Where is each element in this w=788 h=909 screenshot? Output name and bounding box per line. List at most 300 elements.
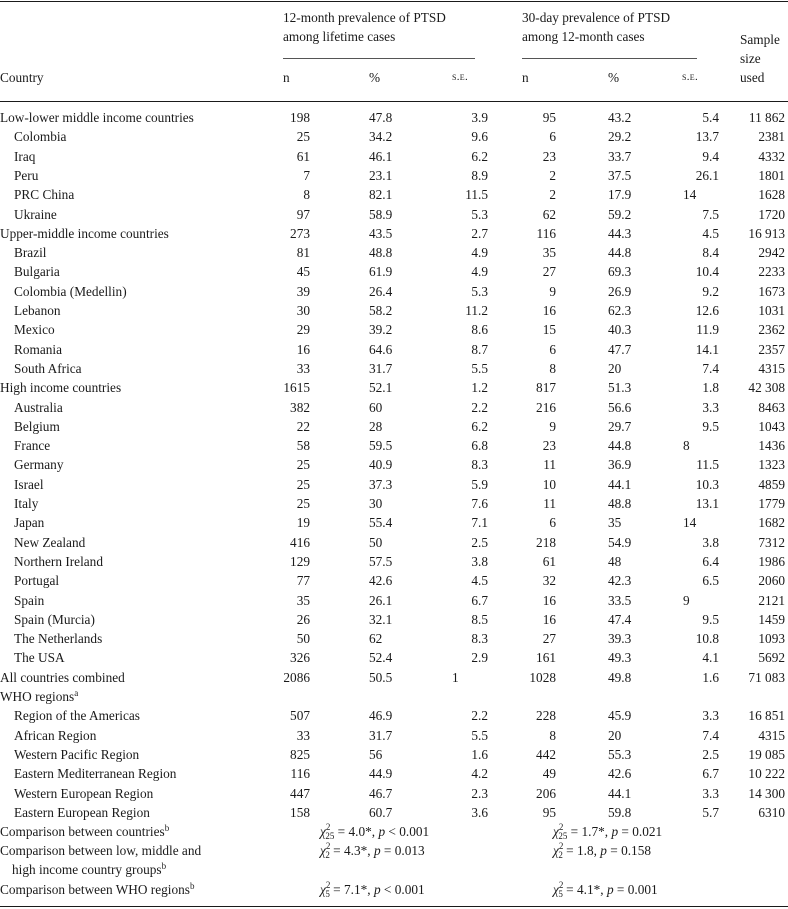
- row-label-text: Colombia (Medellin): [14, 283, 127, 299]
- table-group-row: [0, 108, 788, 127]
- pct-12month-cell: 44.3: [608, 225, 632, 241]
- pct-lifetime-cell: 39.2: [369, 322, 393, 338]
- sample-size-cell: 1673: [758, 283, 785, 299]
- row-label-text: WHO regions: [0, 689, 75, 704]
- pct-12month-cell: 47.4: [608, 611, 632, 627]
- table-row: [0, 494, 788, 513]
- n-12month-cell: 442: [536, 746, 556, 762]
- chi-symbol: χ: [320, 882, 326, 897]
- se-12month-cell: 5.7: [702, 804, 719, 820]
- row-label-text: Lebanon: [14, 303, 61, 318]
- row-label-text: Romania: [14, 341, 63, 357]
- pct-lifetime-cell: 26.1: [369, 592, 393, 608]
- sample-size-cell: 1323: [758, 457, 785, 473]
- sample-size-cell: 8463: [758, 399, 785, 415]
- n-12month-cell: 16: [542, 592, 556, 608]
- sample-header-line1: Sample: [740, 32, 780, 47]
- sample-size-cell: 1043: [758, 418, 785, 434]
- pct-12month-cell: 17.9: [608, 187, 632, 203]
- n-12month-cell: 817: [536, 380, 556, 396]
- row-label-text: Western European Region: [14, 785, 154, 801]
- pct-lifetime-cell: 47.8: [369, 110, 393, 125]
- pct-12month-cell: 42.6: [608, 766, 632, 782]
- se-12month-cell: 14: [683, 515, 697, 531]
- se-lifetime-cell: 8.6: [471, 322, 488, 338]
- pct-lifetime-cell: 61.9: [369, 264, 393, 280]
- pct-12month-cell: 54.9: [608, 534, 632, 550]
- n-lifetime-cell: 35: [296, 592, 310, 608]
- row-label-text: Belgium: [14, 418, 60, 434]
- pct-lifetime-cell: 30: [369, 496, 383, 511]
- row-label-text: Eastern Mediterranean Region: [14, 766, 177, 782]
- table-row: [0, 147, 788, 166]
- pct-lifetime-cell: 26.4: [369, 283, 393, 299]
- row-label: [14, 455, 63, 474]
- sample-size-cell: 1628: [758, 187, 785, 203]
- pct-lifetime-cell: 46.1: [369, 148, 393, 164]
- table-group-row: [0, 378, 788, 397]
- table-row: [0, 571, 788, 590]
- n-lifetime-cell: 198: [290, 110, 310, 125]
- row-label: [14, 533, 85, 552]
- pct-12month-cell: 29.7: [608, 418, 632, 434]
- se-lifetime-cell: 6.2: [471, 148, 488, 164]
- table-row: [0, 185, 788, 204]
- n-12month-cell: 16: [542, 611, 556, 627]
- row-label-text: Israel: [14, 476, 44, 492]
- table-row: [0, 205, 788, 224]
- row-label-text: Italy: [14, 496, 39, 511]
- group1-underline: [283, 58, 475, 59]
- pct-lifetime-cell: 62: [369, 631, 383, 647]
- sample-size-cell: 1779: [758, 496, 785, 511]
- table-row: [0, 359, 788, 378]
- table-row: [0, 726, 788, 745]
- bottom-rule: [0, 906, 788, 907]
- sample-size-cell: 1801: [758, 167, 785, 183]
- se-lifetime-cell: 4.5: [471, 573, 488, 589]
- row-label: [14, 205, 57, 224]
- row-label: [14, 784, 153, 803]
- n-lifetime-cell: 81: [296, 245, 310, 261]
- pct-lifetime-cell: 60.7: [369, 804, 393, 820]
- row-label: [0, 224, 169, 243]
- row-label: [14, 359, 82, 378]
- group2-header-line2: among 12-month cases: [522, 29, 645, 44]
- p-symbol: p: [373, 843, 381, 858]
- degrees-of-freedom: 25: [325, 831, 335, 841]
- comparison-label: [0, 841, 201, 880]
- n-lifetime-cell: 97: [296, 206, 310, 222]
- sample-size-cell: 2121: [758, 592, 785, 608]
- row-label-text: Japan: [14, 515, 45, 531]
- pct-12month-cell: 35: [608, 515, 622, 531]
- n-lifetime-cell: 116: [290, 766, 310, 782]
- n-12month-cell: 49: [542, 766, 556, 782]
- sample-size-cell: 4332: [758, 148, 785, 164]
- row-label-text: Portugal: [14, 573, 60, 589]
- pct-12month-cell: 51.3: [608, 380, 632, 396]
- se-12month-cell: 14: [683, 187, 697, 203]
- se-lifetime-cell: 2.9: [471, 650, 488, 666]
- pct-lifetime-cell: 46.9: [369, 708, 393, 724]
- p-value: = 0.001: [613, 882, 658, 897]
- row-label: [14, 803, 150, 822]
- table-row: [0, 282, 788, 301]
- pct-lifetime-cell: 64.6: [369, 341, 393, 357]
- row-label: [14, 398, 63, 417]
- n-lifetime-cell: 273: [290, 225, 310, 241]
- row-label: [14, 436, 50, 455]
- se-lifetime-cell: 3.8: [471, 553, 488, 569]
- pct-lifetime-cell: 31.7: [369, 360, 393, 376]
- group1-header: [283, 8, 446, 46]
- se-12month-cell: 8.4: [702, 245, 719, 261]
- row-label-text: Eastern European Region: [14, 804, 150, 820]
- footnote-marker: b: [164, 823, 170, 833]
- row-label: [14, 417, 60, 436]
- pct-lifetime-cell: 82.1: [369, 187, 393, 203]
- se-12month-cell: 1.8: [702, 380, 719, 396]
- se-12month-cell: 7.4: [702, 727, 719, 743]
- pct-lifetime-cell: 48.8: [369, 245, 393, 261]
- row-label-text: All countries combined: [0, 669, 125, 685]
- n-12month-cell: 161: [536, 650, 556, 666]
- row-label-text: South Africa: [14, 360, 82, 376]
- n-lifetime-cell: 45: [296, 264, 310, 280]
- sample-size-cell: 19 085: [748, 746, 785, 762]
- row-label: [14, 571, 59, 590]
- group1-header-line1: 12-month prevalence of PTSD: [283, 10, 446, 25]
- p-value: < 0.001: [385, 824, 430, 839]
- row-label: [14, 648, 65, 667]
- sample-size-cell: 1682: [758, 515, 785, 531]
- chi-value: = 1.8,: [562, 843, 601, 858]
- pct-lifetime-cell: 32.1: [369, 611, 393, 627]
- row-label-text: Spain (Murcia): [14, 611, 95, 627]
- chi-exponent: 2: [325, 841, 331, 851]
- row-label-text: Germany: [14, 457, 64, 473]
- pct-lifetime-cell: 58.9: [369, 206, 393, 222]
- sample-size-cell: 16 913: [748, 225, 785, 241]
- n-lifetime-cell: 30: [296, 303, 310, 318]
- table-row: [0, 436, 788, 455]
- pct-12month-cell: 43.2: [608, 110, 632, 125]
- pct-lifetime-cell: 52.1: [369, 380, 393, 396]
- se1-header: s.e.: [452, 71, 469, 83]
- se-lifetime-cell: 8.5: [471, 611, 488, 627]
- table-row: [0, 513, 788, 532]
- pct-12month-cell: 69.3: [608, 264, 632, 280]
- se-12month-cell: 26.1: [695, 167, 719, 183]
- se-12month-cell: 10.8: [695, 631, 719, 647]
- row-label-text: Mexico: [14, 322, 55, 338]
- n-12month-cell: 16: [542, 303, 556, 318]
- table-row: [0, 243, 788, 262]
- chi-exponent: 2: [558, 880, 564, 890]
- sample-size-cell: 2233: [758, 264, 785, 280]
- se-lifetime-cell: 8.7: [471, 341, 488, 357]
- se-12month-cell: 9.2: [702, 283, 719, 299]
- n-12month-cell: 61: [542, 553, 556, 569]
- p-symbol: p: [600, 843, 607, 858]
- table-row: [0, 340, 788, 359]
- pct-lifetime-cell: 37.3: [369, 476, 393, 492]
- pct-12month-cell: 59.2: [608, 206, 632, 222]
- n-12month-cell: 23: [542, 148, 556, 164]
- chi-value: = 7.1*,: [329, 882, 374, 897]
- pct-lifetime-cell: 31.7: [369, 727, 393, 743]
- n-12month-cell: 6: [549, 129, 556, 145]
- pct-12month-cell: 33.7: [608, 148, 632, 164]
- n-12month-cell: 116: [536, 225, 556, 241]
- n-12month-cell: 15: [542, 322, 556, 338]
- n-12month-cell: 8: [549, 727, 556, 743]
- se-lifetime-cell: 4.9: [471, 264, 488, 280]
- se-lifetime-cell: 3.6: [471, 804, 488, 820]
- se-12month-cell: 1.6: [702, 669, 719, 685]
- pct-12month-cell: 36.9: [608, 457, 632, 473]
- p-symbol: p: [611, 824, 619, 839]
- table-row: [0, 455, 788, 474]
- table-group-row: [0, 687, 788, 706]
- chi-symbol: χ: [320, 824, 326, 839]
- row-label: [0, 108, 194, 127]
- se-12month-cell: 2.5: [702, 746, 719, 762]
- n-lifetime-cell: 33: [296, 360, 310, 376]
- row-label: [14, 301, 61, 320]
- sample-size-cell: 1986: [758, 553, 785, 569]
- table-row: [0, 320, 788, 339]
- p-value: = 0.158: [606, 843, 652, 858]
- se-12month-cell: 6.7: [702, 766, 719, 782]
- chi-symbol: χ: [320, 843, 326, 858]
- row-label: [14, 764, 176, 783]
- n-lifetime-cell: 447: [290, 785, 310, 801]
- country-header: Country: [0, 70, 44, 85]
- sample-size-cell: 7312: [758, 534, 785, 550]
- row-label: [14, 185, 74, 204]
- row-label: [14, 552, 103, 571]
- pct2-header: %: [608, 70, 620, 85]
- table-row: [0, 127, 788, 146]
- row-label: [14, 629, 102, 648]
- n-lifetime-cell: 1615: [283, 380, 310, 396]
- row-label-text: Northern Ireland: [14, 553, 103, 569]
- p-value: < 0.001: [380, 882, 425, 897]
- chi-symbol: χ: [553, 882, 559, 897]
- n-lifetime-cell: 129: [290, 553, 310, 569]
- se-lifetime-cell: 2.2: [471, 399, 488, 415]
- n-lifetime-cell: 25: [296, 129, 310, 145]
- se-lifetime-cell: 1: [452, 669, 459, 685]
- degrees-of-freedom: 2: [325, 850, 330, 860]
- se-lifetime-cell: 5.9: [471, 476, 488, 492]
- sample-size-cell: 14 300: [748, 785, 785, 801]
- sample-size-cell: 71 083: [748, 669, 785, 685]
- n-12month-cell: 1028: [529, 669, 556, 685]
- n-12month-cell: 35: [542, 245, 556, 261]
- pct-lifetime-cell: 40.9: [369, 457, 393, 473]
- row-label: [14, 591, 44, 610]
- row-label-text: Ukraine: [14, 206, 57, 222]
- row-label: [14, 726, 96, 745]
- header-rule: [0, 101, 788, 102]
- se-12month-cell: 4.5: [702, 225, 719, 241]
- table-row: [0, 262, 788, 281]
- se-12month-cell: 12.6: [695, 303, 719, 318]
- table-row: [0, 803, 788, 822]
- table-row: [0, 784, 788, 803]
- row-label: [14, 243, 47, 262]
- n-lifetime-cell: 39: [296, 283, 310, 299]
- pct-12month-cell: 40.3: [608, 322, 632, 338]
- table-row: [0, 475, 788, 494]
- row-label: [14, 610, 95, 629]
- row-label-text: New Zealand: [14, 534, 86, 550]
- n-lifetime-cell: 416: [290, 534, 310, 550]
- n-lifetime-cell: 22: [296, 418, 310, 434]
- se-lifetime-cell: 8.3: [471, 457, 488, 473]
- pct-lifetime-cell: 23.1: [369, 167, 393, 183]
- se-lifetime-cell: 11.2: [465, 303, 488, 318]
- table-row: [0, 552, 788, 571]
- n-12month-cell: 2: [549, 167, 556, 183]
- table-row: [0, 610, 788, 629]
- n-12month-cell: 6: [549, 341, 556, 357]
- se-lifetime-cell: 5.3: [471, 206, 488, 222]
- n-12month-cell: 206: [536, 785, 556, 801]
- se-12month-cell: 10.3: [695, 476, 719, 492]
- pct-12month-cell: 20: [608, 360, 622, 376]
- chi-value: = 4.1*,: [562, 882, 607, 897]
- chi-exponent: 2: [558, 841, 564, 851]
- se-lifetime-cell: 6.7: [471, 592, 488, 608]
- p-symbol: p: [606, 882, 614, 897]
- chi-square-12month: [553, 841, 651, 862]
- row-label-text: Brazil: [14, 245, 47, 261]
- se-lifetime-cell: 3.9: [471, 110, 488, 125]
- pct-lifetime-cell: 50: [369, 534, 383, 550]
- pct-lifetime-cell: 46.7: [369, 785, 393, 801]
- pct-12month-cell: 44.8: [608, 438, 632, 454]
- n-lifetime-cell: 77: [296, 573, 310, 589]
- pct-lifetime-cell: 42.6: [369, 573, 393, 589]
- chi-square-lifetime: [320, 841, 425, 862]
- sample-size-cell: 10 222: [748, 766, 785, 782]
- se-12month-cell: 3.3: [702, 708, 719, 724]
- sample-size-cell: 16 851: [748, 708, 785, 724]
- se2-header: s.e.: [682, 71, 699, 83]
- pct-12month-cell: 62.3: [608, 303, 632, 318]
- chi-square-12month: [553, 880, 658, 901]
- chi-symbol: χ: [553, 843, 559, 858]
- se-lifetime-cell: 4.9: [471, 245, 488, 261]
- pct-lifetime-cell: 43.5: [369, 225, 393, 241]
- pct-12month-cell: 29.2: [608, 129, 632, 145]
- sample-header-line2: size: [740, 51, 761, 66]
- n-12month-cell: 11: [543, 496, 556, 511]
- pct-lifetime-cell: 59.5: [369, 438, 393, 454]
- group2-underline: [522, 58, 697, 59]
- sample-size-cell: 1436: [758, 438, 785, 454]
- table-row: [0, 745, 788, 764]
- row-label: [14, 745, 139, 764]
- pct-12month-cell: 39.3: [608, 631, 632, 647]
- row-label-text: The USA: [14, 650, 65, 666]
- n-lifetime-cell: 326: [290, 650, 310, 666]
- se-12month-cell: 14.1: [695, 341, 719, 357]
- sample-size-cell: 42 308: [748, 380, 785, 396]
- pct-12month-cell: 42.3: [608, 573, 632, 589]
- se-lifetime-cell: 6.8: [471, 438, 488, 454]
- sample-size-cell: 4315: [758, 360, 785, 376]
- pct-12month-cell: 47.7: [608, 341, 632, 357]
- row-label: [14, 166, 38, 185]
- se-12month-cell: 9.5: [702, 418, 719, 434]
- pct-lifetime-cell: 56: [369, 746, 383, 762]
- footnote-marker: a: [74, 688, 79, 698]
- n-lifetime-cell: 58: [296, 438, 310, 454]
- sample-size-cell: 1720: [758, 206, 785, 222]
- n-lifetime-cell: 19: [296, 515, 310, 531]
- n1-header: n: [283, 70, 290, 85]
- n-12month-cell: 27: [542, 631, 556, 647]
- comparison-label: [0, 822, 169, 841]
- row-label-text: France: [14, 438, 51, 454]
- row-label-text: Colombia: [14, 129, 67, 145]
- row-label: [14, 513, 44, 532]
- pct-12month-cell: 44.1: [608, 785, 632, 801]
- chi-value: = 4.0*,: [334, 824, 379, 839]
- n-lifetime-cell: 825: [290, 746, 310, 762]
- comparison-label: [0, 880, 194, 899]
- comparison-label-line2: [0, 860, 201, 879]
- p-value: = 0.021: [618, 824, 663, 839]
- sample-size-cell: 2381: [758, 129, 785, 145]
- row-label-text: Iraq: [14, 148, 36, 164]
- se-lifetime-cell: 4.2: [471, 766, 488, 782]
- pct-lifetime-cell: 58.2: [369, 303, 393, 318]
- row-label-text: African Region: [14, 727, 97, 743]
- chi-exponent: 2: [325, 880, 331, 890]
- se-lifetime-cell: 8.3: [471, 631, 488, 647]
- row-label-text: Low-lower middle income countries: [0, 110, 194, 125]
- n-12month-cell: 11: [543, 457, 556, 473]
- row-label: [14, 282, 127, 301]
- n-12month-cell: 10: [542, 476, 556, 492]
- se-12month-cell: 8: [683, 438, 690, 454]
- row-label: [14, 147, 35, 166]
- pct-12month-cell: 26.9: [608, 283, 632, 299]
- se-lifetime-cell: 7.1: [471, 515, 488, 531]
- n-lifetime-cell: 8: [303, 187, 310, 203]
- sample-size-cell: 4315: [758, 727, 785, 743]
- row-label: [14, 320, 55, 339]
- pct-12month-cell: 49.3: [608, 650, 632, 666]
- se-12month-cell: 9.4: [702, 148, 719, 164]
- se-lifetime-cell: 1.6: [471, 746, 488, 762]
- se-12month-cell: 3.8: [702, 534, 719, 550]
- sample-size-cell: 5692: [758, 650, 785, 666]
- degrees-of-freedom: 5: [558, 889, 563, 899]
- sample-size-cell: 1459: [758, 611, 785, 627]
- n2-header: n: [522, 70, 529, 85]
- se-lifetime-cell: 11.5: [465, 187, 488, 203]
- se-12month-cell: 11.5: [696, 457, 719, 473]
- n-12month-cell: 218: [536, 534, 556, 550]
- pct-12month-cell: 33.5: [608, 592, 632, 608]
